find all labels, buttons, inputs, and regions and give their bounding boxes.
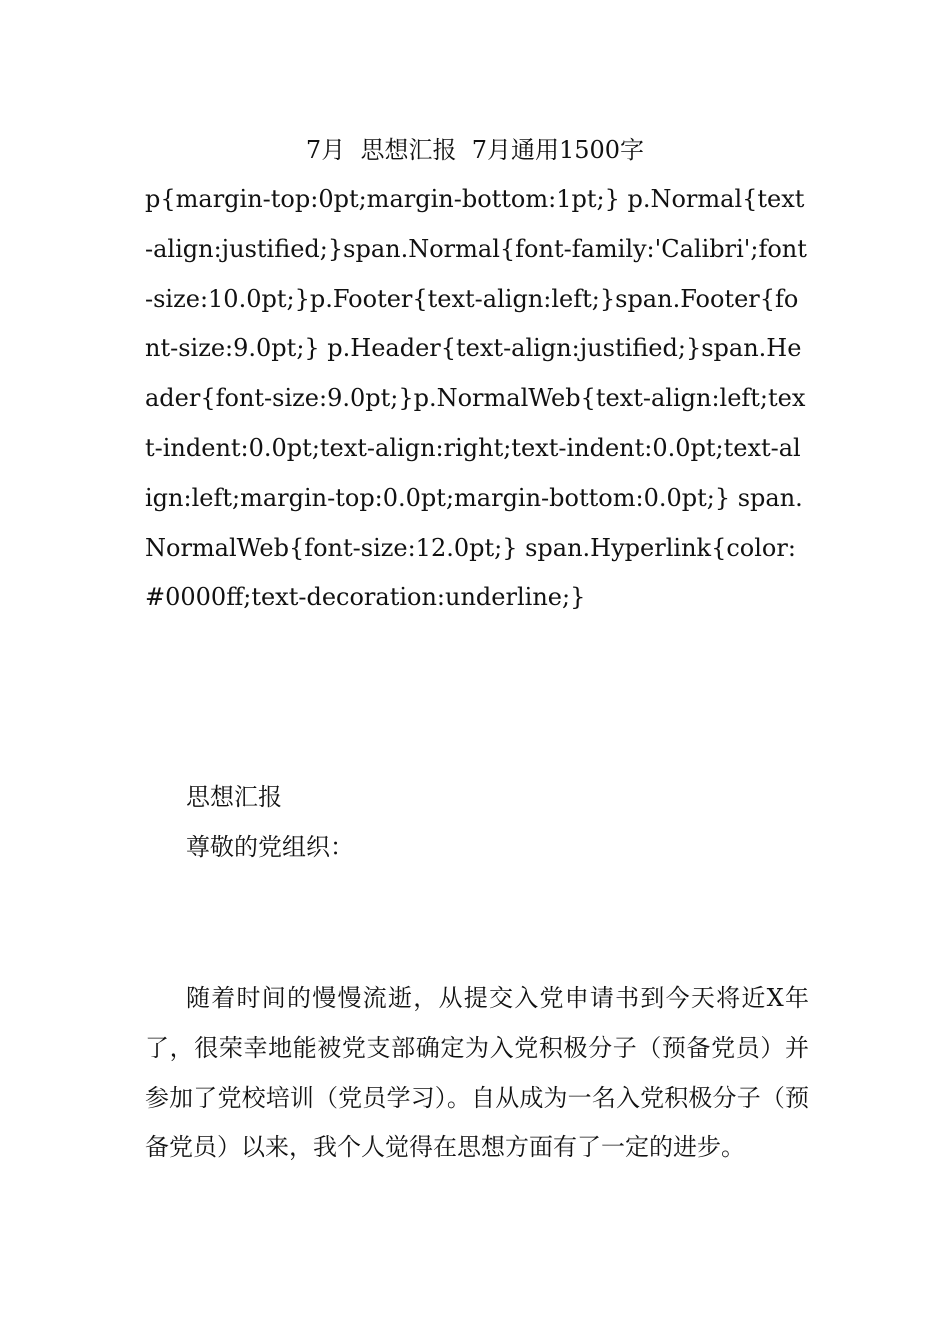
report-heading: 思想汇报 [186,783,282,811]
salutation: 尊敬的党组织： [186,833,354,861]
body-paragraph: 随着时间的慢慢流逝，从提交入党申请书到今天将近X年了，很荣幸地能被党支部确定为入党积极分子（预备党员）并参加了党校培训（党员学习）。自从成为一名入党积极分子（预备党员）以来，我个人觉得在思想方面有了一定的进步。 [145,984,809,1162]
css-text-block: p{margin-top:0pt;margin-bottom:1pt;} p.Normal{text-align:justified;}span.Normal{font-family:'Calibri';font-size:10.0pt;}p.Footer{text-align:left;}span.Footer{font-size:9.0pt;} p.Header{text-align:justified;}span.Header{font-size:9.0pt;}p.NormalWeb{text-align:left;text-indent:0.0pt;text-align:right;text-indent:0.0pt;text-align:left;margin-top:0.0pt;margin-bottom:0.0pt;} span.NormalWeb{font-size:12.0pt;} span.Hyperlink{color:#0000ff;text-decoration:underline;} [145,185,807,612]
document-title: 7月 思想汇报 7月通用1500字 [305,136,645,164]
